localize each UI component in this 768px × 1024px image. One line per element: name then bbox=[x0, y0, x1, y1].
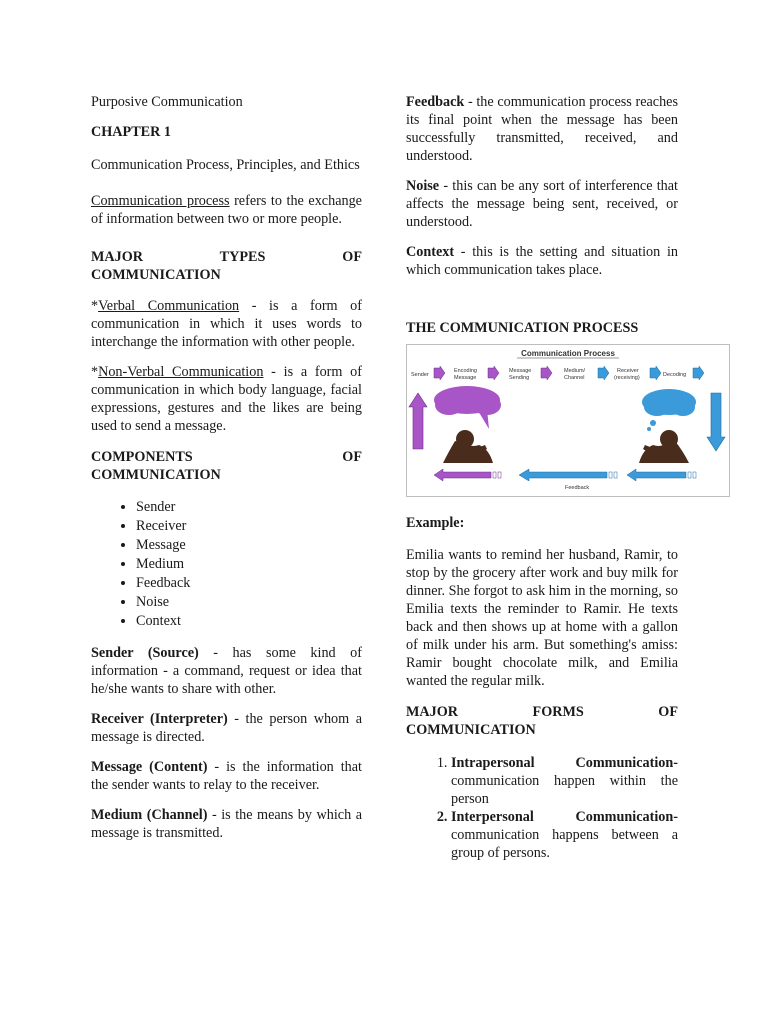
noise-definition bbox=[406, 177, 678, 231]
nonverbal-star: * bbox=[91, 364, 99, 380]
receiver-definition bbox=[91, 710, 362, 746]
message-text: - is the information that the sender wants to relay to the receiver. bbox=[91, 759, 363, 793]
list-item: • Medium bbox=[136, 555, 362, 574]
diagram-label-receiver: Receiver bbox=[617, 368, 639, 374]
context-definition bbox=[406, 243, 678, 279]
feedback-term: Feedback bbox=[406, 94, 465, 110]
diagram-svg bbox=[407, 345, 729, 496]
example-heading: Example: bbox=[406, 515, 465, 531]
list-item: • Sender bbox=[136, 498, 362, 517]
feedback-definition bbox=[406, 93, 678, 165]
major-forms-heading-line2: COMMUNICATION bbox=[406, 722, 536, 738]
list-item: • Noise bbox=[136, 593, 362, 612]
form-def: communication happens between a group of persons. bbox=[451, 827, 678, 861]
communication-process-heading: THE COMMUNICATION PROCESS bbox=[406, 320, 639, 336]
context-text: - this is the setting and situation in which communication takes place. bbox=[406, 244, 678, 278]
major-types-heading bbox=[91, 248, 362, 284]
communication-process-text: refers to the exchange of information between two or more people. bbox=[91, 193, 362, 227]
course-title: Purposive Communication bbox=[91, 94, 243, 110]
major-forms-heading bbox=[406, 703, 678, 739]
diagram-label-encoding-message: Message bbox=[454, 375, 477, 381]
components-heading-line1: COMPONENTS OF bbox=[91, 449, 362, 465]
major-forms-heading-line1: MAJOR FORMS OF bbox=[406, 704, 678, 720]
diagram-label-encoding: Encoding bbox=[454, 368, 477, 374]
components-heading bbox=[91, 448, 362, 484]
receiver-silhouette-icon bbox=[639, 430, 689, 463]
verbal-star: * bbox=[91, 298, 99, 314]
major-types-heading-line2: COMMUNICATION bbox=[91, 267, 221, 283]
diagram-label-sending: Sending bbox=[509, 375, 530, 381]
feedback-arrows bbox=[434, 469, 696, 481]
arrow-right-icon bbox=[650, 366, 661, 380]
arrow-left-icon bbox=[627, 469, 686, 481]
list-item: • Feedback bbox=[136, 574, 362, 593]
verbal-communication-definition bbox=[91, 297, 362, 351]
components-list bbox=[91, 498, 362, 631]
form-term: 2. Interpersonal Communication- bbox=[451, 809, 678, 825]
nonverbal-communication-text: - is a form of communication in which body language, facial expressions, gestures and the likes are being used to send a message. bbox=[91, 364, 362, 434]
list-item: • Receiver bbox=[136, 517, 362, 536]
sender-term: Sender (Source) bbox=[91, 645, 199, 661]
arrow-right-icon bbox=[488, 366, 499, 380]
major-types-heading-line1: MAJOR TYPES OF bbox=[91, 249, 362, 265]
diagram-label-message: Message bbox=[509, 368, 532, 374]
sender-silhouette-icon bbox=[443, 430, 493, 463]
diagram-label-channel: Channel bbox=[564, 375, 585, 381]
form-def: communication happen within the bbox=[451, 773, 678, 789]
diagram-label-feedback: Feedback bbox=[565, 485, 590, 491]
right-column bbox=[406, 93, 687, 862]
message-definition bbox=[91, 758, 362, 794]
form-term: 1. Intrapersonal Communication- bbox=[451, 755, 678, 771]
left-column bbox=[91, 93, 362, 854]
diagram-title: Communication Process bbox=[521, 349, 615, 358]
noise-term: Noise bbox=[406, 178, 440, 194]
context-term: Context bbox=[406, 244, 455, 260]
arrow-down-icon bbox=[707, 393, 725, 451]
diagram-label-decoding: Decoding bbox=[663, 372, 687, 378]
list-item bbox=[451, 808, 678, 862]
list-item: • Message bbox=[136, 536, 362, 555]
verbal-communication-text: - is a form of communication in which it uses words to interchange the information with other people. bbox=[91, 298, 362, 350]
medium-definition bbox=[91, 806, 362, 842]
sender-text: - has some kind of information - a command, request or idea that he/she wants to share with other. bbox=[91, 645, 362, 697]
nonverbal-communication-term: Non-Verbal Communication bbox=[98, 364, 264, 380]
diagram-label-sender: Sender bbox=[411, 372, 429, 378]
example-text: Emilia wants to remind her husband, Ramir, to stop by the grocery after work and buy milk for dinner. She forgot to ask him in the morning, so Emilia texts the reminder to Ramir. He texts back and then shows up at home with a gallon of milk under his arm. But something's amiss: Ramir bought chocolate milk, and Emilia wanted the regular milk. bbox=[406, 547, 678, 689]
receiver-thought-bubble bbox=[642, 389, 696, 431]
major-forms-list bbox=[406, 754, 678, 862]
list-item: • Context bbox=[136, 612, 362, 631]
chapter-subtitle: Communication Process, Principles, and Ethics bbox=[91, 157, 360, 173]
list-item bbox=[451, 754, 678, 808]
nonverbal-communication-definition bbox=[91, 363, 362, 435]
medium-text: - is the means by which a message is transmitted. bbox=[91, 807, 362, 841]
communication-process-diagram bbox=[406, 344, 730, 497]
feedback-text: - the communication process reaches its final point when the message has been successfully transmitted, received, and understood. bbox=[406, 94, 678, 164]
receiver-term: Receiver (Interpreter) bbox=[91, 711, 228, 727]
communication-process-definition bbox=[91, 192, 362, 228]
form-def-end: person bbox=[451, 791, 489, 807]
noise-text: - this can be any sort of interference that affects the message being sent, received, or understood. bbox=[406, 178, 678, 230]
message-term: Message (Content) bbox=[91, 759, 208, 775]
components-heading-line2: COMMUNICATION bbox=[91, 467, 221, 483]
sender-definition bbox=[91, 644, 362, 698]
arrow-right-icon bbox=[541, 366, 552, 380]
sender-thought-bubble bbox=[434, 386, 501, 429]
chapter-heading: CHAPTER 1 bbox=[91, 124, 172, 140]
diagram-label-receiving: (receiving) bbox=[614, 375, 640, 381]
medium-term: Medium (Channel) bbox=[91, 807, 208, 823]
arrow-up-icon bbox=[409, 393, 427, 449]
verbal-communication-term: Verbal Communication bbox=[98, 298, 240, 314]
communication-process-term: Communication process bbox=[91, 193, 230, 209]
arrow-left-icon bbox=[519, 469, 607, 481]
arrow-right-icon bbox=[598, 366, 609, 380]
receiver-text: - the person whom a message is directed. bbox=[91, 711, 362, 745]
arrow-left-icon bbox=[434, 469, 491, 481]
diagram-label-medium: Medium/ bbox=[564, 368, 586, 374]
arrow-right-icon bbox=[434, 366, 445, 380]
arrow-right-icon bbox=[693, 366, 704, 380]
